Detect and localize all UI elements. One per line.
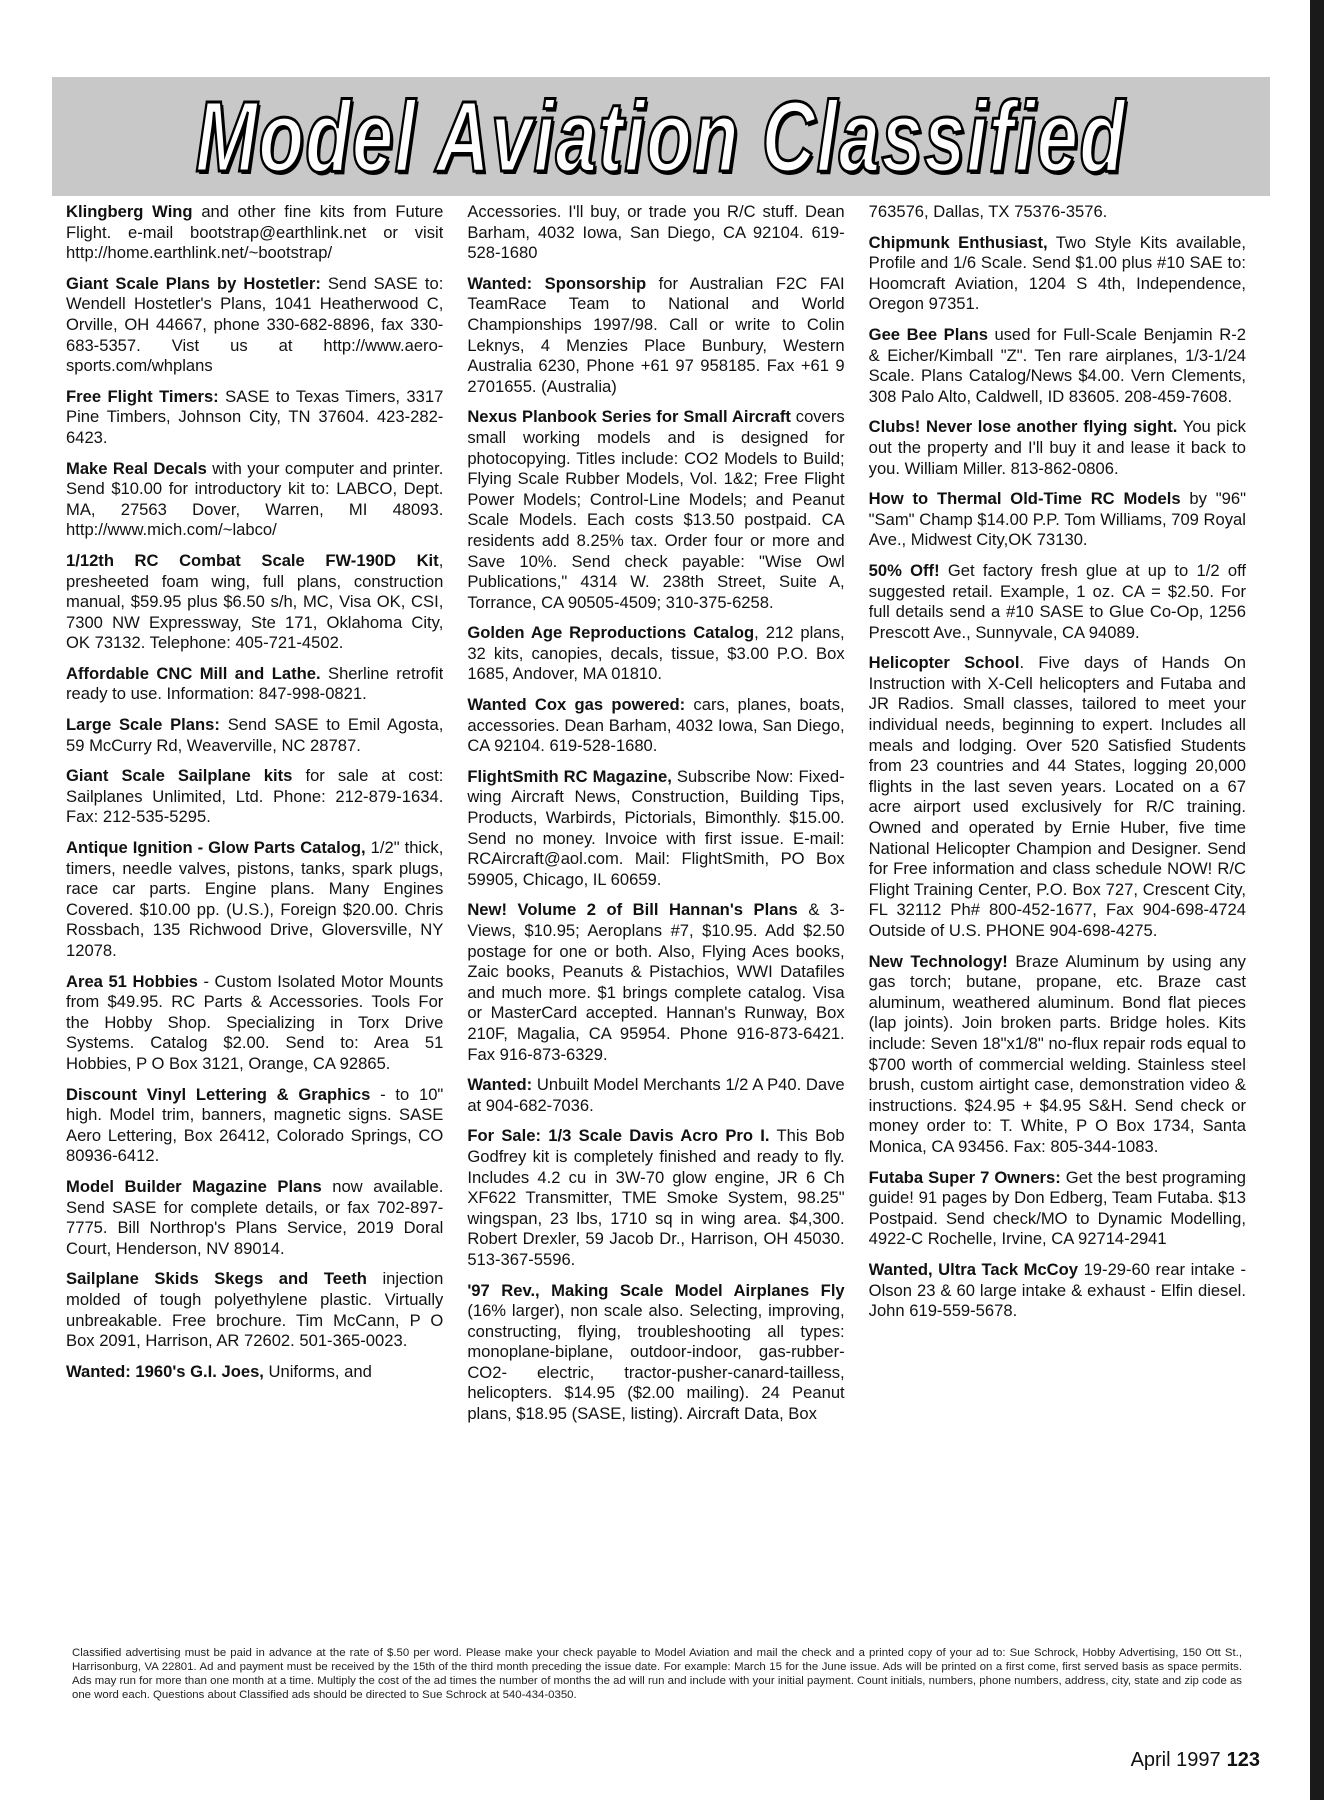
column-1: [66, 202, 443, 1612]
classified-ad: [869, 653, 1246, 941]
ad-body: covers small working models and is designed for photocopying. Titles include: CO2 Models to Build; Flying Scale Rubber Models, Vol. 1&2; Free Flight Power Models; Control-Line Models; and Peanut Scale Models. Each costs $13.50 postpaid. CA residents add 8.25% tax. Order four or more and Save 10%. Send check payable: "Wise Owl Publications," 4314 W. 238th Street, Suite A, Torrance, CA 90505-4509; 310-375-6258.: [467, 407, 845, 612]
ad-body: 19-29-60 rear intake - Olson 23 & 60 large intake & exhaust - Elfin diesel. John 619-559-5678.: [868, 1259, 1246, 1321]
ad-heading: Wanted: Sponsorship: [467, 273, 647, 293]
page-folio: [1131, 1749, 1260, 1772]
ad-body: with your computer and printer. Send $10.00 for introductory kit to: LABCO, Dept. MA, 27563 Dover, Warren, MI 48093. http://www.mich.com/~labco/: [66, 458, 444, 540]
ad-heading: 1/12th RC Combat Scale FW-190D Kit: [66, 550, 439, 570]
classified-ad: [66, 838, 443, 962]
classified-ad: [66, 202, 443, 264]
column-2: [467, 202, 844, 1612]
ad-heading: Wanted Cox gas powered:: [467, 695, 686, 715]
classified-ad: [66, 274, 443, 377]
issue-date: April 1997: [1130, 1749, 1221, 1771]
ad-body: injection molded of tough polyethylene plastic. Virtually unbreakable. Free brochure. Tim McCann, P O Box 2091, Harrison, AR 72602. 501-365-0023.: [66, 1269, 444, 1351]
classified-ad: [66, 387, 443, 449]
ad-heading: Futaba Super 7 Owners:: [868, 1167, 1061, 1187]
ad-body: Get factory fresh glue at up to 1/2 off suggested retail. Example, 1 oz. CA = $2.50. For full details send a #10 SASE to Glue Co-Op, 1256 Prescott Ave., Sunnyvale, CA 94089.: [868, 560, 1246, 642]
ad-body: by "96" "Sam" Champ $14.00 P.P. Tom Williams, 709 Royal Ave., Midwest City,OK 73130.: [868, 489, 1246, 550]
ad-body: 763576, Dallas, TX 75376-3576.: [868, 202, 1108, 221]
classified-ad: [66, 459, 443, 541]
classified-ad: [869, 233, 1246, 315]
ad-body: and other fine kits from Future Flight. e-mail bootstrap@earthlink.net or visit http://home.earthlink.net/~bootstrap/: [66, 202, 444, 263]
ad-body: cars, planes, boats, accessories. Dean Barham, 4032 Iowa, San Diego, CA 92104. 619-528-1680.: [467, 695, 845, 756]
classified-ad: [869, 1168, 1246, 1250]
ad-body: Sherline retrofit ready to use. Information: 847-998-0821.: [66, 663, 444, 704]
ad-heading: How to Thermal Old-Time RC Models: [868, 489, 1181, 509]
ad-heading: Wanted, Ultra Tack McCoy: [868, 1259, 1079, 1279]
ad-body: SASE to Texas Timers, 3317 Pine Timbers, Johnson City, TN 37604. 423-282-6423.: [66, 386, 444, 447]
ad-heading: Model Builder Magazine Plans: [66, 1176, 322, 1196]
classified-ad: [467, 202, 844, 264]
ad-heading: Clubs! Never lose another flying sight.: [868, 417, 1178, 437]
classified-ad: [66, 1085, 443, 1167]
ad-body: . Five days of Hands On Instruction with X-Cell helicopters and Futaba and JR Radios. Small classes, tailored to meet your individual needs, beginning to expert. Includes all meals and lodging. Over 520 Satisfied Students from 23 countries and 44 States, logging 20,000 flights in the last seven years. Located on a 67 acre airport used exclusively for R/C training. Owned and operated by Ernie Huber, five time National Helicopter Champion and Designer. Send for Free information and class schedule NOW! R/C Flight Training Center, P.O. Box 727, Crescent City, FL 32112 Ph# 800-452-1677, Fax 904-698-4724 Outside of U.S. PHONE 904-698-4275.: [868, 653, 1246, 940]
classified-ad: [66, 1269, 443, 1351]
classified-banner: [52, 77, 1270, 196]
ad-body: Two Style Kits available, Profile and 1/6 Scale. Send $1.00 plus #10 SAE to: Hoomcraft Aviation, 1204 S 4th, Independence, Oregon 97351.: [868, 232, 1246, 314]
classified-ad: [66, 551, 443, 654]
ad-heading: Wanted: 1960's G.I. Joes,: [66, 1361, 264, 1381]
ad-heading: Discount Vinyl Lettering & Graphics: [66, 1084, 371, 1104]
ad-heading: New! Volume 2 of Bill Hannan's Plans: [467, 900, 798, 920]
classified-ad: [66, 766, 443, 828]
ad-heading: '97 Rev., Making Scale Model Airplanes Fly: [467, 1280, 845, 1300]
classified-ad: [467, 900, 844, 1065]
ad-body: - Custom Isolated Motor Mounts from $49.95. RC Parts & Accessories. Tools For the Hobby Shop. Specializing in Torx Drive Systems. Catalog $2.00. Send to: Area 51 Hobbies, P O Box 3121, Orange, CA 92865.: [66, 971, 444, 1073]
ad-heading: Wanted:: [467, 1075, 533, 1095]
classified-ad: [467, 1126, 844, 1270]
classified-ad: [869, 202, 1246, 223]
classified-ad: [467, 623, 844, 685]
ad-body: Send SASE to Emil Agosta, 59 McCurry Rd, Weaverville, NC 28787.: [66, 715, 444, 755]
classified-ad: [66, 715, 443, 756]
ad-body: You pick out the property and I'll buy it and lease it back to you. William Miller. 813-862-0806.: [868, 417, 1246, 478]
ad-heading: Make Real Decals: [66, 458, 207, 478]
classified-ad: [869, 489, 1246, 551]
ad-body: - to 10" high. Model trim, banners, magnetic signs. SASE Aero Lettering, Box 26412, Colorado Springs, CO 80936-6412.: [66, 1084, 444, 1166]
ad-body: & 3-Views, $10.95; Aeroplans #7, $10.95. Add $2.50 postage for one or both. Also, Flying Aces books, Zaic books, Peanuts & Pistachios, WWI Datafiles and much more. $1 brings complete catalog. Visa or MasterCard accepted. Hannan's Runway, Box 210F, Magalia, CA 95954. Phone 916-873-6421. Fax 916-873-6329.: [467, 900, 845, 1064]
ad-heading: Golden Age Reproductions Catalog: [467, 623, 755, 643]
ad-body: Braze Aluminum by using any gas torch; butane, propane, etc. Braze cast aluminum, weathered aluminum. Bond flat pieces (lap joints). Join broken parts. Bridge holes. Kits include: Seven 18"x1/8" no-flux repair rods equal to $700 worth of commercial welding. Stainless steel brush, custom airtight case, demonstration video & instructions. $24.95 + $4.95 S&H. Send check or money order to: T. White, P O Box 1734, Santa Monica, CA 93456. Fax: 805-344-1083.: [868, 951, 1246, 1156]
ad-body: for Australian F2C FAI TeamRace Team to National and World Championships 1997/98. Call or write to Colin Leknys, 4 Menzies Place Bunbury, Western Australia 6230, Phone +61 97 958185. Fax +61 9 2701655. (Australia): [467, 273, 845, 396]
classified-ad: [869, 952, 1246, 1158]
ad-body: Unbuilt Model Merchants 1/2 A P40. Dave at 904-682-7036.: [467, 1075, 845, 1115]
ad-heading: Giant Scale Plans by Hostetler:: [66, 273, 321, 293]
classified-ad: [66, 664, 443, 705]
ad-heading: Free Flight Timers:: [66, 386, 219, 406]
ad-body: Accessories. I'll buy, or trade you R/C stuff. Dean Barham, 4032 Iowa, San Diego, CA 92104. 619-528-1680: [467, 202, 845, 263]
classified-ad: [467, 1075, 844, 1116]
ad-body: , 212 plans, 32 kits, canopies, decals, tissue, $3.00 P.O. Box 1685, Andover, MA 01810.: [467, 623, 845, 684]
classified-ad: [66, 1362, 443, 1383]
ad-body: 1/2" thick, timers, needle valves, pistons, tanks, spark plugs, race car parts. Engine plans. Many Engines Covered. $10.00 pp. (U.S.), Foreign $20.00. Chris Rossbach, 135 Richwood Drive, Gloversville, NY 12078.: [66, 838, 444, 960]
ad-heading: Chipmunk Enthusiast,: [868, 232, 1048, 252]
classified-ad: [66, 972, 443, 1075]
ad-heading: Large Scale Plans:: [66, 715, 220, 735]
page-number: 123: [1226, 1749, 1260, 1771]
ad-heading: Helicopter School: [868, 653, 1020, 673]
ad-heading: FlightSmith RC Magazine,: [467, 766, 672, 786]
ad-heading: Sailplane Skids Skegs and Teeth: [66, 1269, 367, 1289]
ad-heading: Klingberg Wing: [66, 202, 193, 221]
classified-ad: [869, 417, 1246, 479]
ad-body: Uniforms, and: [263, 1361, 372, 1381]
ad-heading: Gee Bee Plans: [868, 324, 988, 344]
ad-body: for sale at cost: Sailplanes Unlimited, Ltd. Phone: 212-879-1634. Fax: 212-535-5295.: [66, 766, 444, 827]
ad-body: now available. Send SASE for complete details, or fax 702-897-7775. Bill Northrop's Plans Service, 2019 Doral Court, Henderson, NV 89014.: [66, 1176, 444, 1258]
ad-body: Subscribe Now: Fixed-wing Aircraft News, Construction, Building Tips, Products, Warbirds, Pictorials, Bimonthly. $15.00. Send no money. Invoice with first issue. E-mail: RCAircraft@aol.com. Mail: FlightSmith, PO Box 59905, Chicago, IL 60659.: [467, 766, 845, 889]
ad-body: This Bob Godfrey kit is completely finished and ready to fly. Includes 4.2 cu in 3W-70 glow engine, JR 6 Ch XF622 Transmitter, TME Smoke System, 98.25" wingspan, 23 lbs, 1710 sq in wing area. $4,300. Robert Drexler, 59 Jacob Dr., Harrison, OH 45030. 513-367-5596.: [467, 1126, 845, 1269]
classified-ad: [467, 695, 844, 757]
ad-heading: Antique Ignition - Glow Parts Catalog,: [66, 838, 366, 858]
classified-rates-note: Classified advertising must be paid in advance at the rate of $.50 per word. Please make your check payable to Model Aviation and mail the check and a printed copy of your ad to: Sue Schrock, Hobby Advertising, 150 Ott St., Harrisonburg, VA 22801. Ad and payment must be received by the 15th of the third month preceding the issue date. For example: March 15 for the June issue. Ads will be printed on a first come, first served basis as space permits. Ads may run for more than one month at a time. Multiply the cost of the ad times the number of months the ad will run and include with your initial payment. Count initials, numbers, phone numbers, address, city, state and zip code as one word each. Questions about Classified ads should be directed to Sue Schrock at 540-434-0350.: [72, 1647, 1242, 1701]
classified-ad: [467, 767, 844, 891]
classified-ad: [467, 274, 844, 398]
classified-ad: [869, 1260, 1246, 1322]
ad-body: (16% larger), non scale also. Selecting, improving, constructing, flying, troubleshooting all types: monoplane-biplane, outdoor-indoor, gas-rubber-CO2- electric, tractor-pusher-canard-tailless, helicopters. $14.95 ($2.00 mailing). 24 Peanut plans, $18.95 (SASE, listing). Aircraft Data, Box: [467, 1301, 845, 1424]
ad-heading: Area 51 Hobbies: [66, 971, 198, 991]
ad-body: Get the best programing guide! 91 pages by Don Edberg, Team Futaba. $13 Postpaid. Send check/MO to Dynamic Modelling, 4922-C Rochelle, Irvine, CA 92714-2941: [868, 1167, 1246, 1249]
ad-heading: Giant Scale Sailplane kits: [66, 766, 293, 786]
ad-heading: New Technology!: [868, 951, 1008, 971]
classified-columns: [66, 202, 1246, 1612]
ad-heading: For Sale: 1/3 Scale Davis Acro Pro I.: [467, 1126, 770, 1146]
page-title: Model Aviation Classified: [195, 80, 1127, 193]
ad-heading: 50% Off!: [868, 560, 940, 580]
ad-body: Send SASE to: Wendell Hostetler's Plans, 1041 Heatherwood C, Orville, OH 44667, phone 330-682-8896, fax 330-683-5357. Vist us at http://www.aero-sports.com/whplans: [66, 273, 444, 376]
classified-ad: [869, 561, 1246, 643]
ad-heading: Nexus Planbook Series for Small Aircraft: [467, 407, 791, 427]
classified-ad: [869, 325, 1246, 407]
ad-heading: Affordable CNC Mill and Lathe.: [66, 663, 321, 683]
column-3: [869, 202, 1246, 1612]
classified-ad: [467, 1281, 844, 1425]
ad-body: , presheeted foam wing, full plans, construction manual, $59.95 plus $6.50 s/h, MC, Visa OK, CSI, 7300 NW Expressway, Ste 171, Oklahoma City, OK 73132. Telephone: 405-721-4502.: [66, 550, 444, 653]
classified-ad: [66, 1177, 443, 1259]
ad-body: used for Full-Scale Benjamin R-2 & Eicher/Kimball "Z". Ten rare airplanes, 1/3-1/24 Scale. Plans Catalog/News $4.00. Vern Clements, 308 Palo Alto, Caldwell, ID 83605. 208-459-7608.: [868, 324, 1246, 406]
classified-ad: [467, 407, 844, 613]
